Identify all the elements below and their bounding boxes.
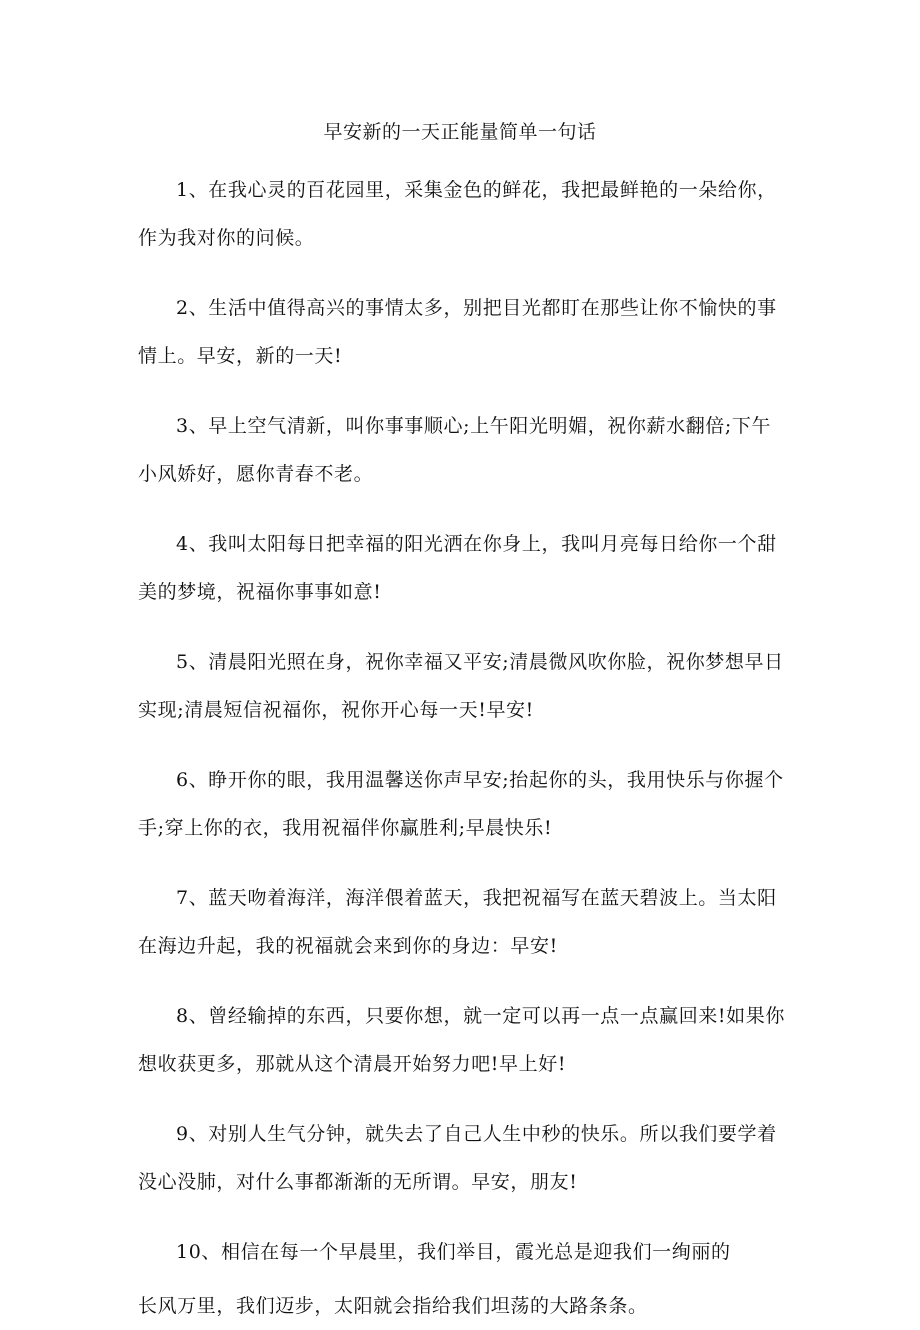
paragraph-10 <box>138 1228 788 1330</box>
paragraph-8: 8、曾经输掉的东西，只要你想，就一定可以再一点一点赢回来!如果你想收获更多，那就从这个清晨开始努力吧!早上好! <box>138 1005 785 1075</box>
paragraph-10-line-2: 长风万里，我们迈步，太阳就会指给我们坦荡的大路条条。 <box>138 1295 648 1317</box>
paragraph-7: 7、蓝天吻着海洋，海洋偎着蓝天，我把祝福写在蓝天碧波上。当太阳在海边升起，我的祝福就会来到你的身边：早安! <box>138 887 777 957</box>
document-title: 早安新的一天正能量简单一句话 <box>323 121 597 143</box>
paragraph-9: 9、对别人生气分钟，就失去了自己人生中秒的快乐。所以我们要学着没心没肺，对什么事都渐渐的无所谓。早安，朋友! <box>138 1123 777 1193</box>
paragraph-1: 1、在我心灵的百花园里，采集金色的鲜花，我把最鲜艳的一朵给你，作为我对你的问候。 <box>138 179 777 249</box>
paragraph-3: 3、早上空气清新，叫你事事顺心;上午阳光明媚，祝你薪水翻倍;下午小风娇好，愿你青春不老。 <box>138 415 772 485</box>
paragraph-4: 4、我叫太阳每日把幸福的阳光洒在你身上，我叫月亮每日给你一个甜美的梦境，祝福你事事如意! <box>138 533 777 603</box>
paragraph-5: 5、清晨阳光照在身，祝你幸福又平安;清晨微风吹你脸，祝你梦想早日实现;清晨短信祝福你，祝你开心每一天!早安! <box>138 651 784 721</box>
paragraph-10-line-1: 10、相信在每一个早晨里，我们举目，霞光总是迎我们一绚丽的 <box>176 1241 731 1263</box>
paragraph-2: 2、生活中值得高兴的事情太多，别把目光都盯在那些让你不愉快的事情上。早安，新的一天! <box>138 297 777 367</box>
document-body <box>138 166 788 1330</box>
paragraph-6: 6、睁开你的眼，我用温馨送你声早安;抬起你的头，我用快乐与你握个手;穿上你的衣，我用祝福伴你赢胜利;早晨快乐! <box>138 769 784 839</box>
